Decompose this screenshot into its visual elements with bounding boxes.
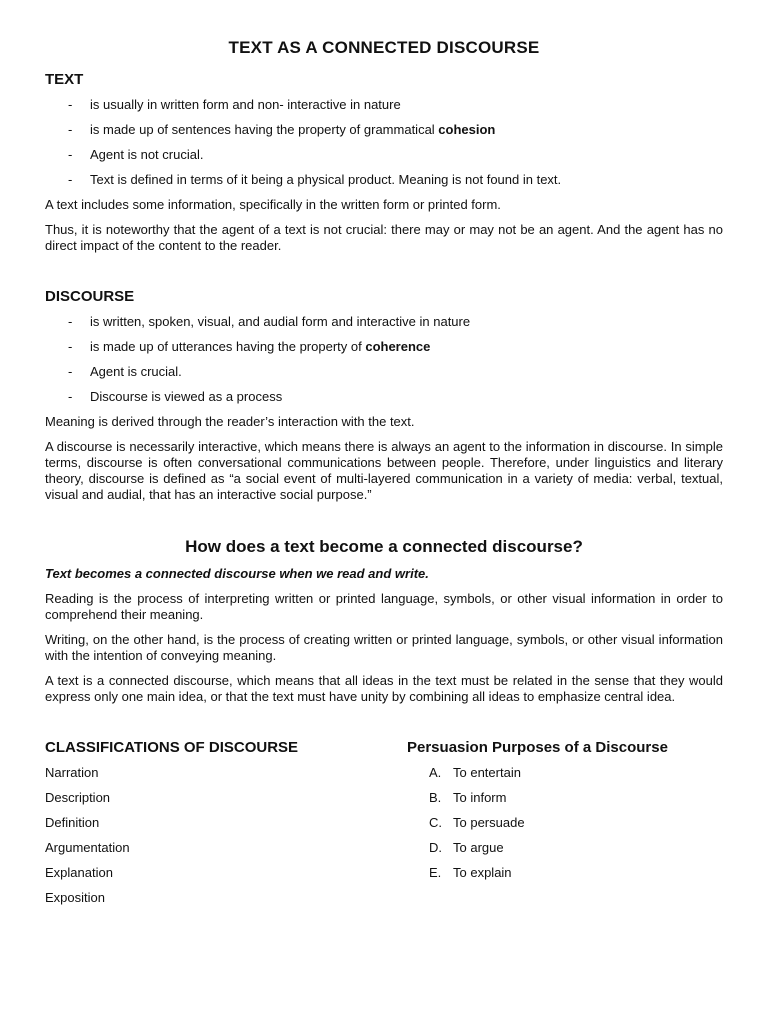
text-paragraph: Thus, it is noteworthy that the agent of a text is not crucial: there may or may not be an agent. And the agent has no direct impact of the content to the reader. [45, 222, 723, 253]
purposes-list [407, 765, 723, 881]
purposes-heading: Persuasion Purposes of a Discourse [407, 739, 668, 756]
discourse-bullet: - is written, spoken, visual, and audial form and interactive in nature [68, 314, 471, 329]
text-bullet: - Agent is not crucial. [68, 147, 204, 162]
list-item: Narration [45, 765, 99, 780]
list-item: Definition [45, 815, 100, 830]
list-letter: A. [429, 765, 442, 780]
list-item: B. To inform [429, 790, 507, 805]
dash-marker: - [68, 314, 73, 329]
dash-marker: - [68, 147, 73, 162]
purposes-column [407, 739, 723, 915]
list-letter: E. [429, 865, 442, 880]
text-bullet-list [45, 97, 723, 188]
text-heading: TEXT [45, 71, 84, 88]
discourse-bullet-list [45, 314, 723, 405]
list-item: Explanation [45, 865, 113, 880]
list-item: A. To entertain [429, 765, 521, 780]
discourse-paragraph: Meaning is derived through the reader’s interaction with the text. [45, 414, 415, 429]
text-bullet: - is usually in written form and non- interactive in nature [68, 97, 401, 112]
bold-term-coherence: coherence [365, 339, 431, 354]
how-paragraph: Writing, on the other hand, is the process of creating written or printed language, symbols, or other visual information with the intention of conveying meaning. [45, 632, 723, 663]
dash-marker: - [68, 172, 73, 187]
how-lead: Text becomes a connected discourse when we read and write. [45, 566, 429, 581]
document-page [45, 38, 723, 915]
how-heading: How does a text become a connected discourse? [185, 537, 583, 556]
text-paragraph: A text includes some information, specifically in the written form or printed form. [45, 197, 501, 212]
list-item: D. To argue [429, 840, 504, 855]
list-letter: B. [429, 790, 442, 805]
list-item: Exposition [45, 890, 105, 905]
discourse-bullet: - Discourse is viewed as a process [68, 389, 283, 404]
text-bullet: - is made up of sentences having the property of grammatical cohesion [68, 122, 496, 137]
list-item: Description [45, 790, 111, 805]
two-column-lists [45, 739, 723, 915]
dash-marker: - [68, 122, 73, 137]
list-item: E. To explain [429, 865, 512, 880]
list-letter: C. [429, 815, 442, 830]
page-title: TEXT AS A CONNECTED DISCOURSE [228, 38, 540, 57]
text-bullet: - Text is defined in terms of it being a physical product. Meaning is not found in text. [68, 172, 562, 187]
classifications-column [45, 739, 407, 915]
bold-term-cohesion: cohesion [438, 122, 496, 137]
dash-marker: - [68, 97, 73, 112]
list-item: C. To persuade [429, 815, 525, 830]
dash-marker: - [68, 339, 73, 354]
list-item: Argumentation [45, 840, 130, 855]
classifications-heading: CLASSIFICATIONS OF DISCOURSE [45, 739, 299, 756]
how-paragraph: Reading is the process of interpreting written or printed language, symbols, or other visual information in order to comprehend their meaning. [45, 591, 723, 622]
discourse-paragraph: A discourse is necessarily interactive, which means there is always an agent to the information in discourse. In simple terms, discourse is often conversational communications between people. Therefore, under linguistics and literary theory, discourse is defined as “a social event of multi-layered communication in a variety of media: verbal, textual, visual and audial, that has an interactive social purpose.” [45, 439, 723, 502]
discourse-bullet: - Agent is crucial. [68, 364, 182, 379]
discourse-bullet: - is made up of utterances having the property of coherence [68, 339, 431, 354]
dash-marker: - [68, 364, 73, 379]
discourse-heading: DISCOURSE [45, 288, 135, 305]
classifications-list [45, 765, 407, 906]
list-letter: D. [429, 840, 442, 855]
how-paragraph: A text is a connected discourse, which means that all ideas in the text must be related in the sense that they would express only one main idea, or that the text must have unity by combining all ideas to emphasize central idea. [45, 673, 723, 704]
dash-marker: - [68, 389, 73, 404]
